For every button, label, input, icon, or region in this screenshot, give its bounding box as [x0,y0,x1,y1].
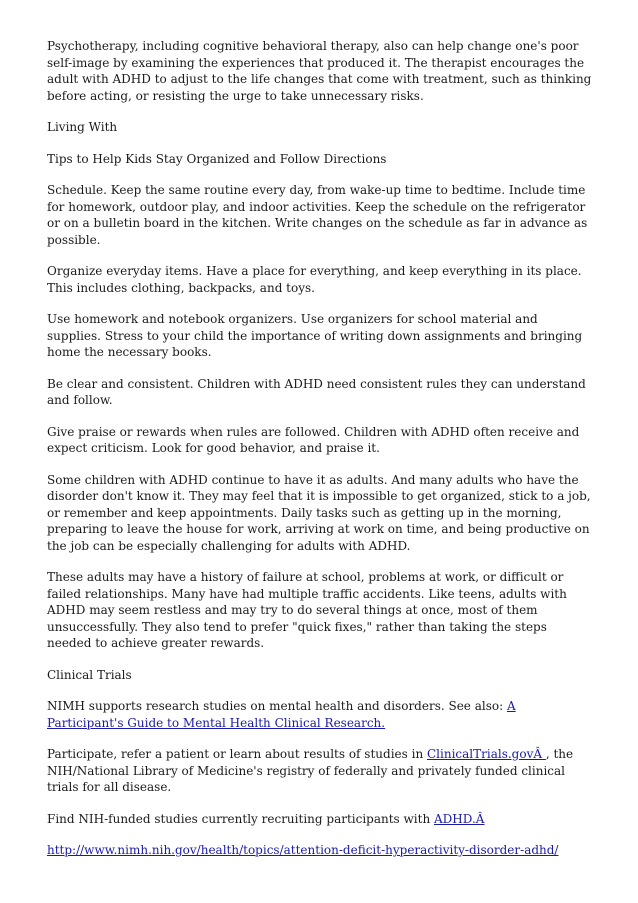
paragraph-nimh-supports [47,698,595,731]
participant-guide-link[interactable]: A Participant's Guide to Mental Health Clinical Research. [47,699,516,730]
nimh-supports-text: NIMH supports research studies on mental health and disorders. See also: [47,699,507,713]
paragraph-organize: Organize everyday items. Have a place for everything, and keep everything in its place. This includes clothing, backpacks, and toys. [47,264,582,295]
heading-living-with: Living With [47,120,118,134]
paragraph-psychotherapy: Psychotherapy, including cognitive behavioral therapy, also can help change one's poor self-image by examining the experiences that produced it. The therapist encourages the adult with ADHD to adjust to the life changes that come with treatment, such as thinking before acting, or resisting the urge to take unnecessary risks. [47,39,592,103]
paragraph-clear: Be clear and consistent. Children with ADHD need consistent rules they can understand and follow. [47,376,586,407]
document-page [47,38,595,874]
paragraph-participate [47,746,595,796]
paragraph-find-studies [47,811,595,828]
paragraph-source-url [47,842,595,859]
heading-clinical-trials: Clinical Trials [47,667,132,682]
paragraph-praise: Give praise or rewards when rules are followed. Children with ADHD often receive and expect criticism. Look for good behavior, and praise it. [47,424,580,455]
paragraph-adults: Some children with ADHD continue to have it as adults. And many adults who have the disorder don't know it. They may feel that it is impossible to get organized, stick to a job, or remember and keep appointments. Daily tasks such as getting up in the morning, preparing to leave the house for work, arriving at work on time, and being productive on the job can be especially challenging for adults with ADHD. [47,472,591,553]
heading-tips: Tips to Help Kids Stay Organized and Follow Directions [47,151,387,166]
paragraph-history: These adults may have a history of failure at school, problems at work, or difficult or failed relationships. Many have had multiple traffic accidents. Like teens, adults with ADHD may seem restless and may try to do several things at once, most of them unsuccessfully. They also tend to prefer "quick fixes," rather than taking the steps needed to achieve greater rewards. [47,570,567,650]
clinicaltrials-link[interactable]: ClinicalTrials.govÂ [427,747,546,761]
source-url-link[interactable]: http://www.nimh.nih.gov/health/topics/attention-deficit-hyperactivity-disorder-adhd/ [47,843,559,857]
participate-text: Participate, refer a patient or learn about results of studies in [47,747,427,761]
find-studies-text: Find NIH-funded studies currently recruiting participants with [47,811,435,826]
paragraph-homework: Use homework and notebook organizers. Use organizers for school material and supplies. Stress to your child the importance of writing down assignments and bringing home the necessary books. [47,312,583,359]
adhd-studies-link[interactable]: ADHD.Â [434,811,485,826]
paragraph-schedule: Schedule. Keep the same routine every day, from wake-up time to bedtime. Include time for homework, outdoor play, and indoor activities. Keep the schedule on the refrigerator or on a bulletin board in the kitchen. Write changes on the schedule as far in advance as possible. [47,183,588,247]
participate-text-after: , the NIH/National Library of Medicine's registry of federally and privately funded clinical trials for all disease. [47,747,574,794]
